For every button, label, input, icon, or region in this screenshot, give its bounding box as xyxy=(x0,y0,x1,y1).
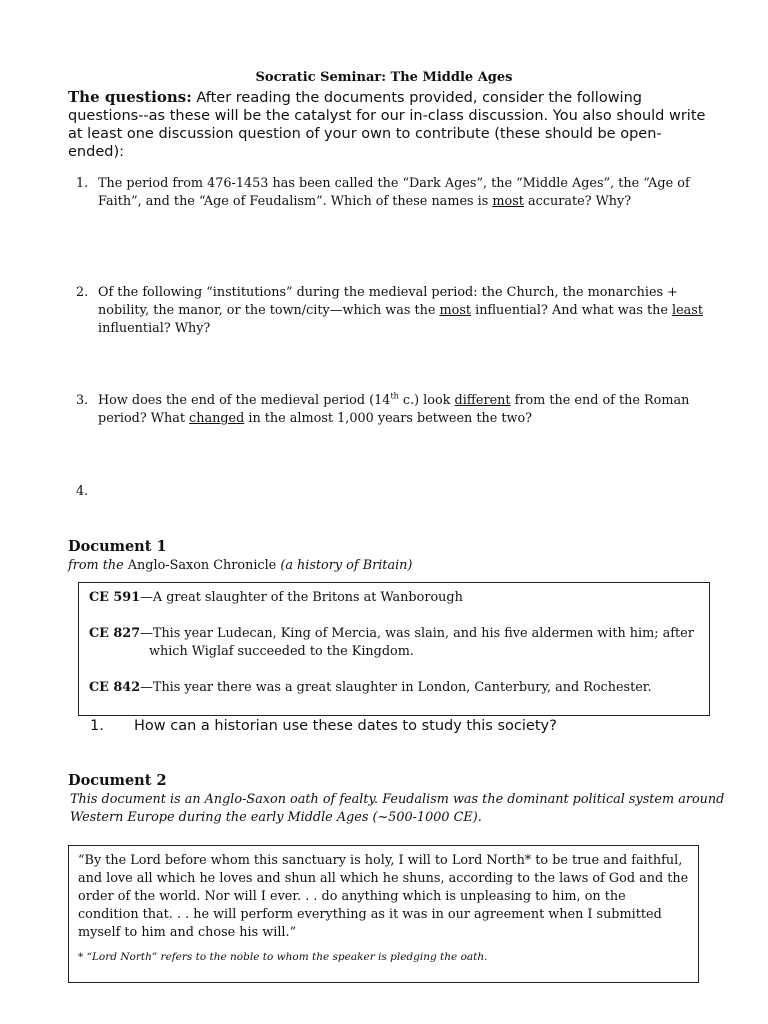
underlined-word: most xyxy=(439,303,472,318)
intro-paragraph xyxy=(68,88,708,161)
question-2: 2. Of the following “institutions” during the medieval period: the Church, the monarchies + nobility, the manor, or the town/city—which was the most influential? And what was the least influential? Why? xyxy=(76,285,703,336)
page-title: Socratic Seminar: The Middle Ages xyxy=(255,70,513,85)
question-number: 1. xyxy=(76,176,89,191)
footnote: * “Lord North” refers to the noble to whom the speaker is pledging the oath. xyxy=(78,951,488,963)
question-number: 2. xyxy=(76,285,89,300)
underlined-word: changed xyxy=(189,411,245,426)
underlined-word: most xyxy=(492,194,524,209)
entry-year: CE 591 xyxy=(89,590,141,605)
underlined-word: least xyxy=(671,303,703,318)
document-2-heading: Document 2 xyxy=(68,772,167,789)
intro-lead: The questions: xyxy=(68,88,192,106)
intro-text: After reading the documents provided, consider the following questions--as these will be the catalyst for our in-class discussion. You also should write at least one discussion question of your own to contribute (these should be open-ended): xyxy=(68,90,706,160)
question-number: 1. xyxy=(90,718,104,734)
entry-year: CE 842 xyxy=(89,680,141,695)
oath-quote: “By the Lord before whom this sanctuary is holy, I will to Lord North* to be true and faithful, and love all which he loves and shun all which he shuns, according to the laws of God and the order of the world. Nor will I ever. . . do anything which is unpleasing to him, on the condition that. . . he will perform everything as it was in our agreement when I submitted myself to him and chose his will.” xyxy=(78,853,689,940)
question-1: 1. The period from 476-1453 has been called the “Dark Ages”, the “Middle Ages”, the “Age of Faith”, and the “Age of Feudalism”. Which of these names is most accurate? Why? xyxy=(76,176,690,209)
entry-year: CE 827 xyxy=(89,626,141,641)
chronicle-entry: CE 591—A great slaughter of the Britons at Wanborough xyxy=(89,590,463,605)
question-3: 3. How does the end of the medieval period (14th c.) look different from the end of the Roman period? What changed in the almost 1,000 years between the two? xyxy=(76,391,690,426)
document-1-source: from the Anglo-Saxon Chronicle (a history of Britain) xyxy=(68,558,413,573)
question-number: 4. xyxy=(76,484,89,499)
document-2-box xyxy=(68,845,699,983)
superscript: th xyxy=(390,391,399,401)
document-1-question: 1. How can a historian use these dates to study this society? xyxy=(90,718,557,734)
document-2-description: This document is an Anglo-Saxon oath of fealty. Feudalism was the dominant political system around Western Europe during the early Middle Ages (~500-1000 CE). xyxy=(70,792,725,825)
document-1-heading: Document 1 xyxy=(68,538,167,555)
underlined-word: different xyxy=(454,393,511,408)
question-number: 3. xyxy=(76,393,89,408)
chronicle-entry: CE 827—This year Ludecan, King of Mercia, was slain, and his five aldermen with him; after which Wiglaf succeeded to the Kingdom. xyxy=(89,626,694,659)
document-1-box xyxy=(78,582,710,716)
chronicle-entry: CE 842—This year there was a great slaughter in London, Canterbury, and Rochester. xyxy=(89,680,652,695)
